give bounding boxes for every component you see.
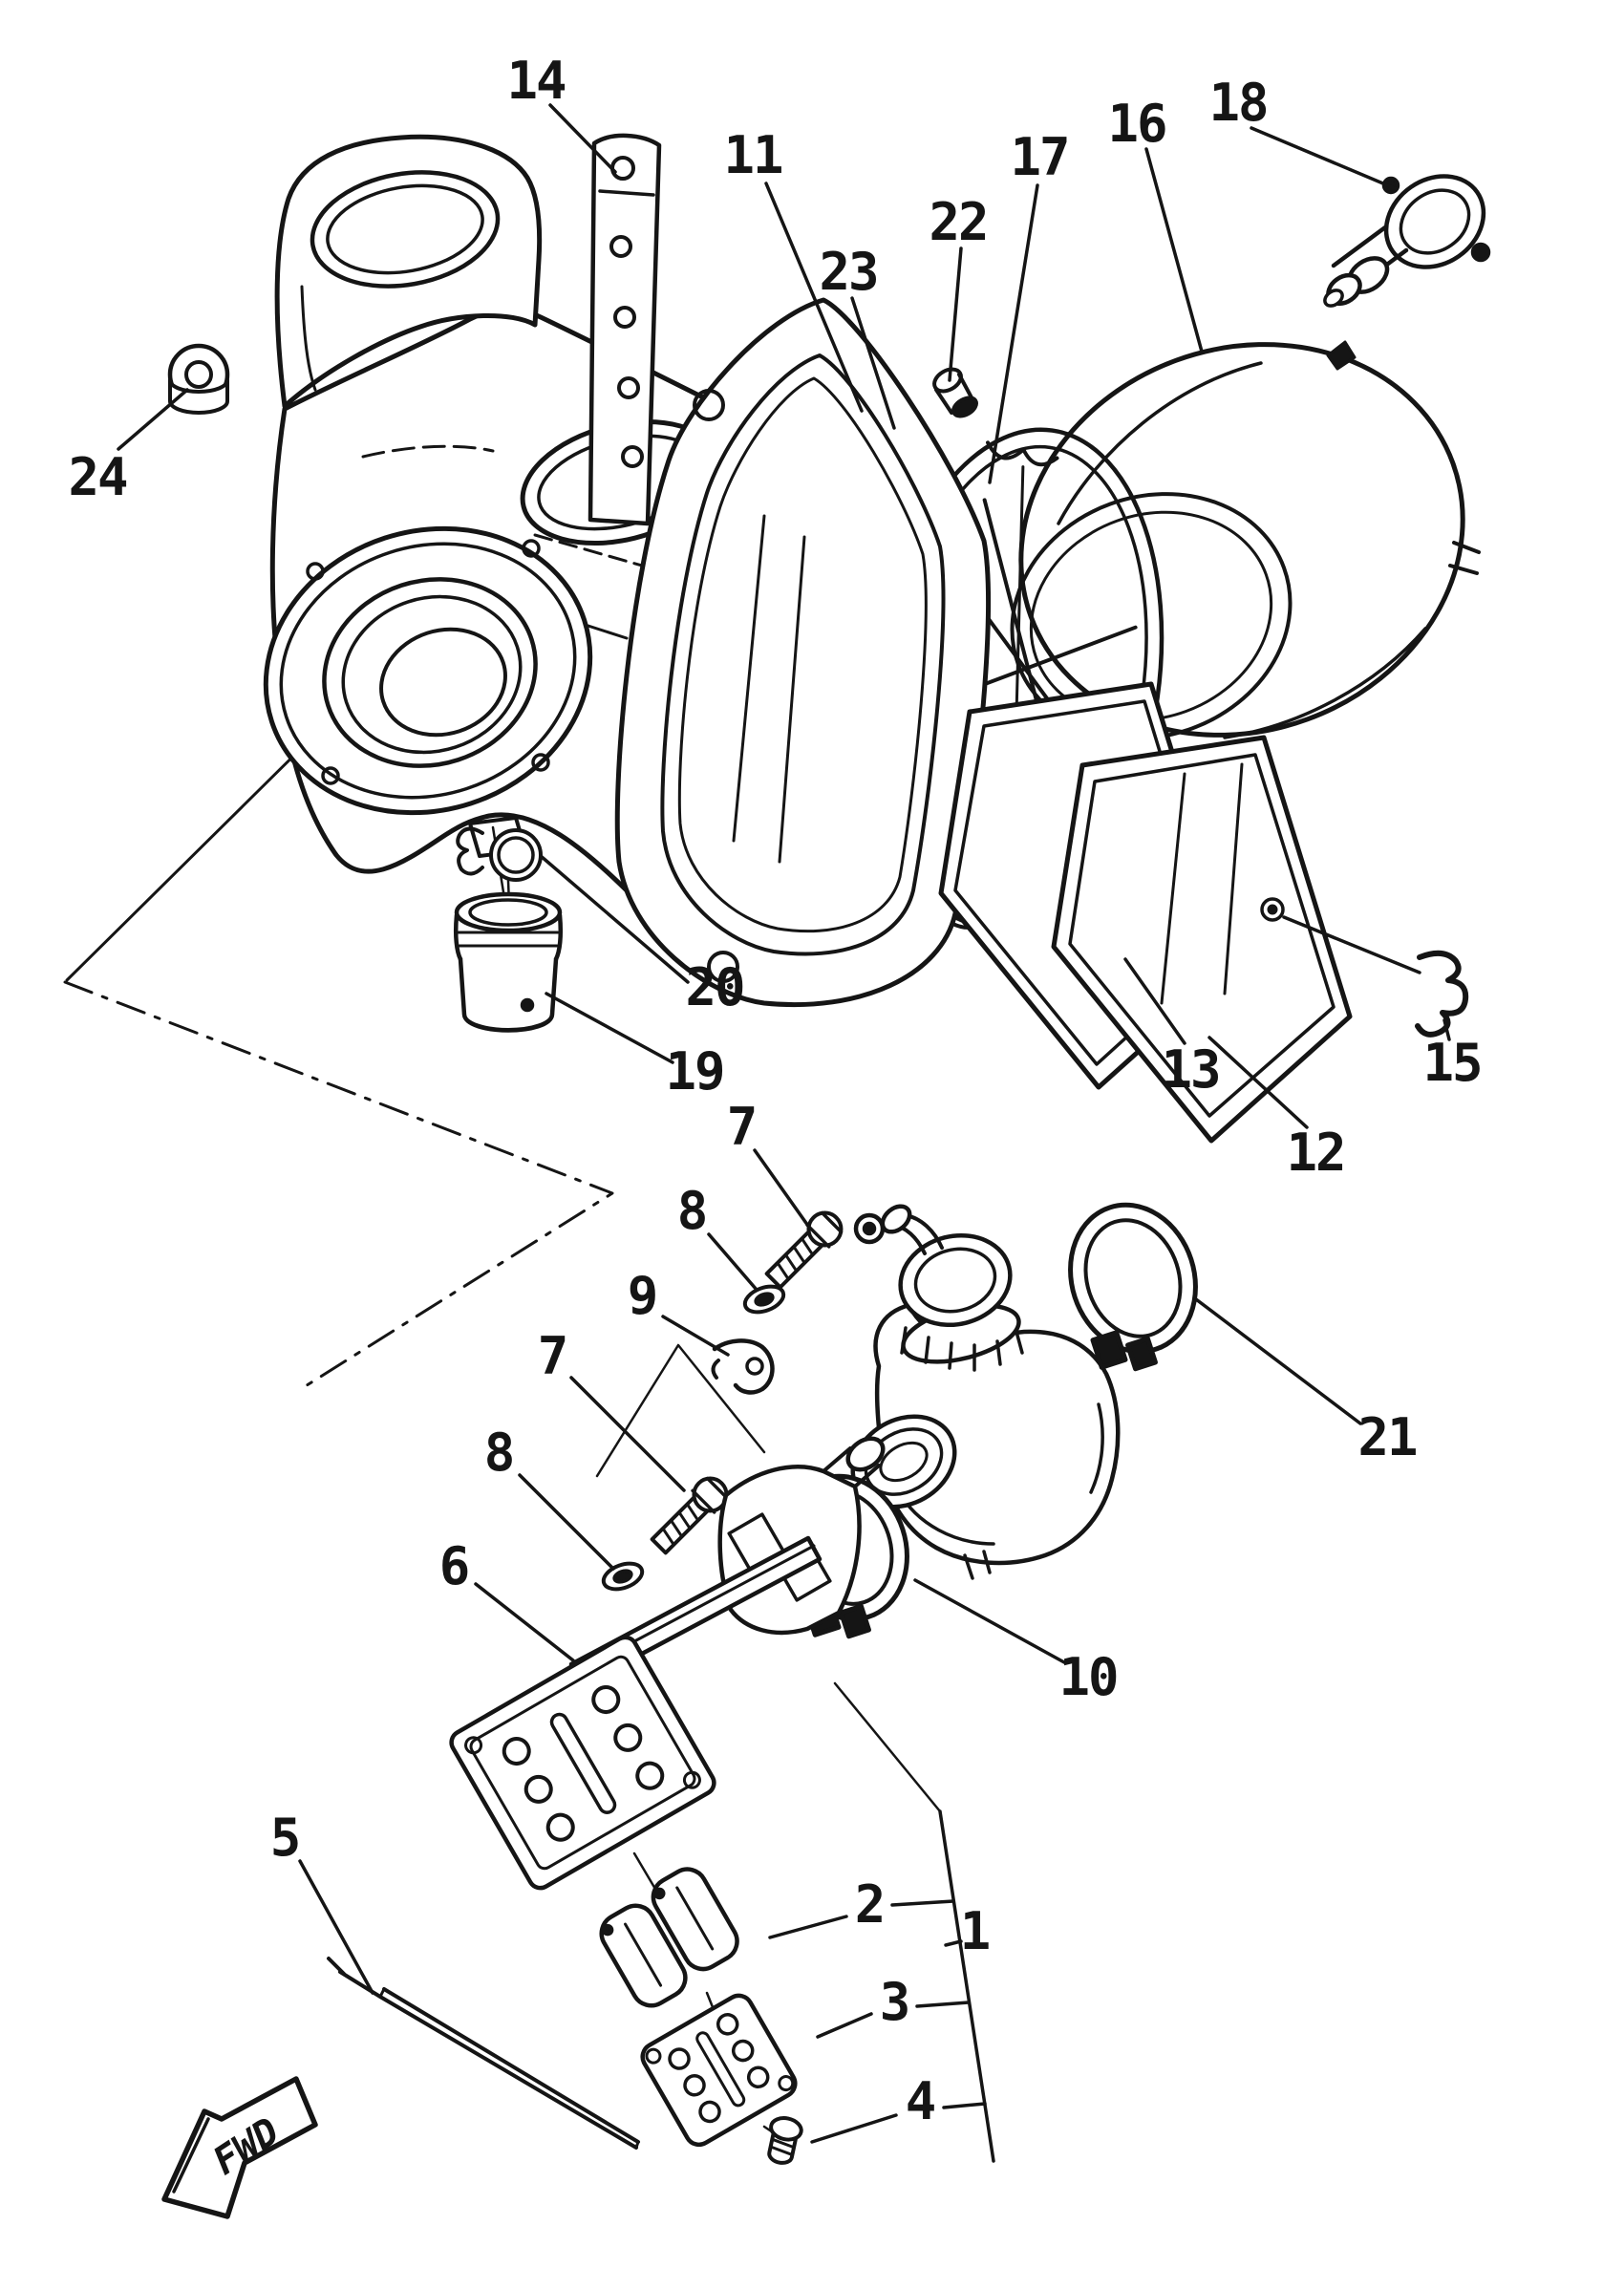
cover-clip (1418, 953, 1465, 1035)
callout-6: 6 (438, 1536, 469, 1596)
breather-rod (329, 1958, 638, 2148)
callout-3: 3 (879, 1972, 909, 2032)
callout-16: 16 (1107, 94, 1166, 154)
callout-22: 22 (929, 192, 988, 252)
callout-21: 21 (1357, 1407, 1417, 1467)
callout-15: 15 (1422, 1033, 1482, 1093)
reed-petals (591, 1862, 746, 2012)
callout-7: 7 (726, 1097, 757, 1157)
inlet-joint (1322, 158, 1502, 310)
drain-cup (456, 894, 561, 1031)
reed-valve-block (447, 1633, 718, 1892)
callout-17: 17 (1010, 127, 1069, 187)
callout-13: 13 (1161, 1039, 1220, 1100)
callout-19: 19 (665, 1041, 724, 1102)
callout-18: 18 (1208, 73, 1268, 133)
mount-strap (590, 136, 659, 524)
fwd-text: FWD (205, 2109, 288, 2184)
callout-8: 8 (483, 1423, 514, 1483)
callout-4: 4 (905, 2071, 935, 2131)
callout-7: 7 (537, 1326, 567, 1386)
callout-10: 10 (1058, 1647, 1118, 1707)
callout-24: 24 (68, 447, 127, 507)
callout-23: 23 (819, 242, 878, 302)
grommet (170, 346, 227, 413)
callout-11: 11 (723, 125, 782, 185)
reed-screw (764, 2115, 803, 2166)
assembly-bracket (892, 1811, 994, 2161)
callout-2: 2 (854, 1874, 885, 1935)
callout-12: 12 (1286, 1123, 1345, 1183)
callout-14: 14 (506, 51, 566, 111)
callout-20: 20 (685, 957, 744, 1017)
joint-washer-upper (741, 1282, 787, 1317)
cover-bolt (930, 365, 979, 420)
callout-9: 9 (627, 1266, 657, 1326)
callout-8: 8 (676, 1181, 707, 1241)
cable-holder (713, 1340, 772, 1392)
callout-5: 5 (269, 1808, 300, 1868)
callout-1: 1 (959, 1901, 990, 1961)
